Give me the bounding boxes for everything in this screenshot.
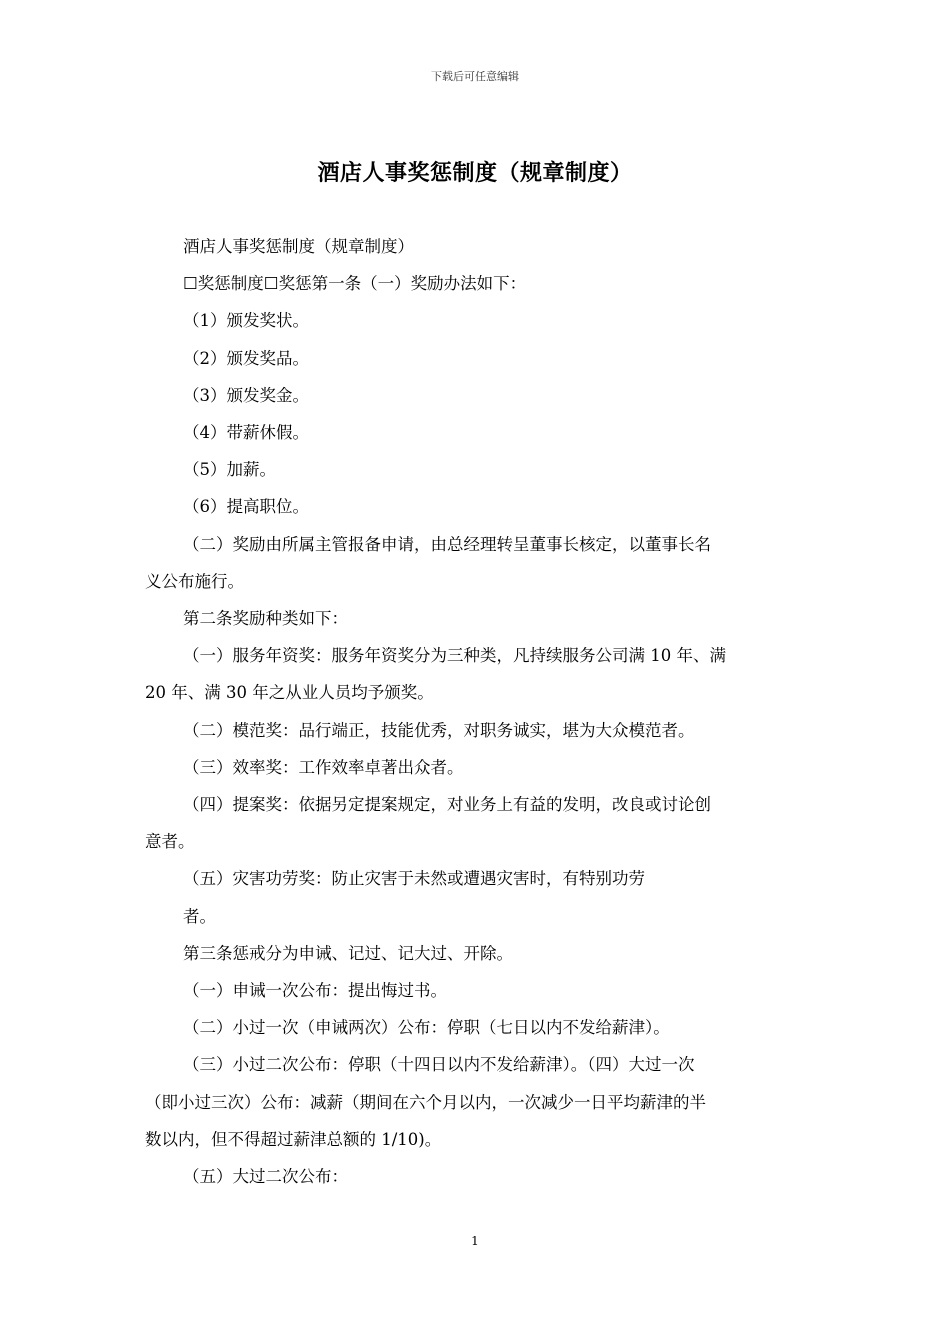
- paragraph-line: ☐奖惩制度☐奖惩第一条（一）奖励办法如下：: [183, 274, 527, 294]
- paragraph-line: （一）服务年资奖：服务年资奖分为三种类，凡持续服务公司满 10 年、满: [183, 646, 726, 666]
- paragraph-line: （4）带薪休假。: [183, 423, 309, 443]
- paragraph-line: （即小过三次）公布：减薪（期间在六个月以内，一次减少一日平均薪津的半: [145, 1092, 706, 1112]
- document-title: 酒店人事奖惩制度（规章制度）: [317, 160, 633, 186]
- paragraph-line: （五）大过二次公布：: [183, 1167, 348, 1187]
- paragraph-line: （二）小过一次（申诫两次）公布：停职（七日以内不发给薪津）。: [183, 1018, 670, 1038]
- paragraph-line: （一）申诫一次公布：提出悔过书。: [183, 981, 447, 1001]
- paragraph-line: 意者。: [145, 832, 195, 852]
- paragraph-line: （2）颁发奖品。: [183, 348, 309, 368]
- document-body: [145, 228, 813, 1195]
- paragraph-line: （3）颁发奖金。: [183, 385, 309, 405]
- paragraph-line: （1）颁发奖状。: [183, 311, 309, 331]
- paragraph-line: 第三条惩戒分为申诫、记过、记大过、开除。: [183, 943, 513, 963]
- paragraph-line: 数以内，但不得超过薪津总额的 1/10)。: [145, 1129, 442, 1149]
- paragraph-line: 20 年、满 30 年之从业人员均予颁奖。: [145, 683, 434, 703]
- page-header-note: 下载后可任意编辑: [431, 70, 519, 83]
- paragraph-line: 酒店人事奖惩制度（规章制度）: [183, 237, 414, 256]
- paragraph-line: （二）模范奖：品行端正，技能优秀，对职务诚实，堪为大众模范者。: [183, 720, 695, 740]
- paragraph-line: 第二条奖励种类如下：: [183, 609, 348, 629]
- paragraph-line: （5）加薪。: [183, 460, 276, 480]
- paragraph-line: 义公布施行。: [145, 571, 244, 591]
- page-number: 1: [471, 1234, 479, 1248]
- paragraph-line: 者。: [183, 906, 216, 926]
- paragraph-line: （6）提高职位。: [183, 497, 309, 517]
- paragraph-line: （三）小过二次公布：停职（十四日以内不发给薪津）。（四）大过一次: [183, 1055, 695, 1075]
- paragraph-line: （四）提案奖：依据另定提案规定，对业务上有益的发明，改良或讨论创: [183, 795, 711, 815]
- paragraph-line: （二）奖励由所属主管报备申请，由总经理转呈董事长核定，以董事长名: [183, 534, 711, 554]
- paragraph-line: （三）效率奖：工作效率卓著出众者。: [183, 757, 464, 777]
- paragraph-line: （五）灾害功劳奖：防止灾害于未然或遭遇灾害时，有特别功劳: [183, 869, 645, 889]
